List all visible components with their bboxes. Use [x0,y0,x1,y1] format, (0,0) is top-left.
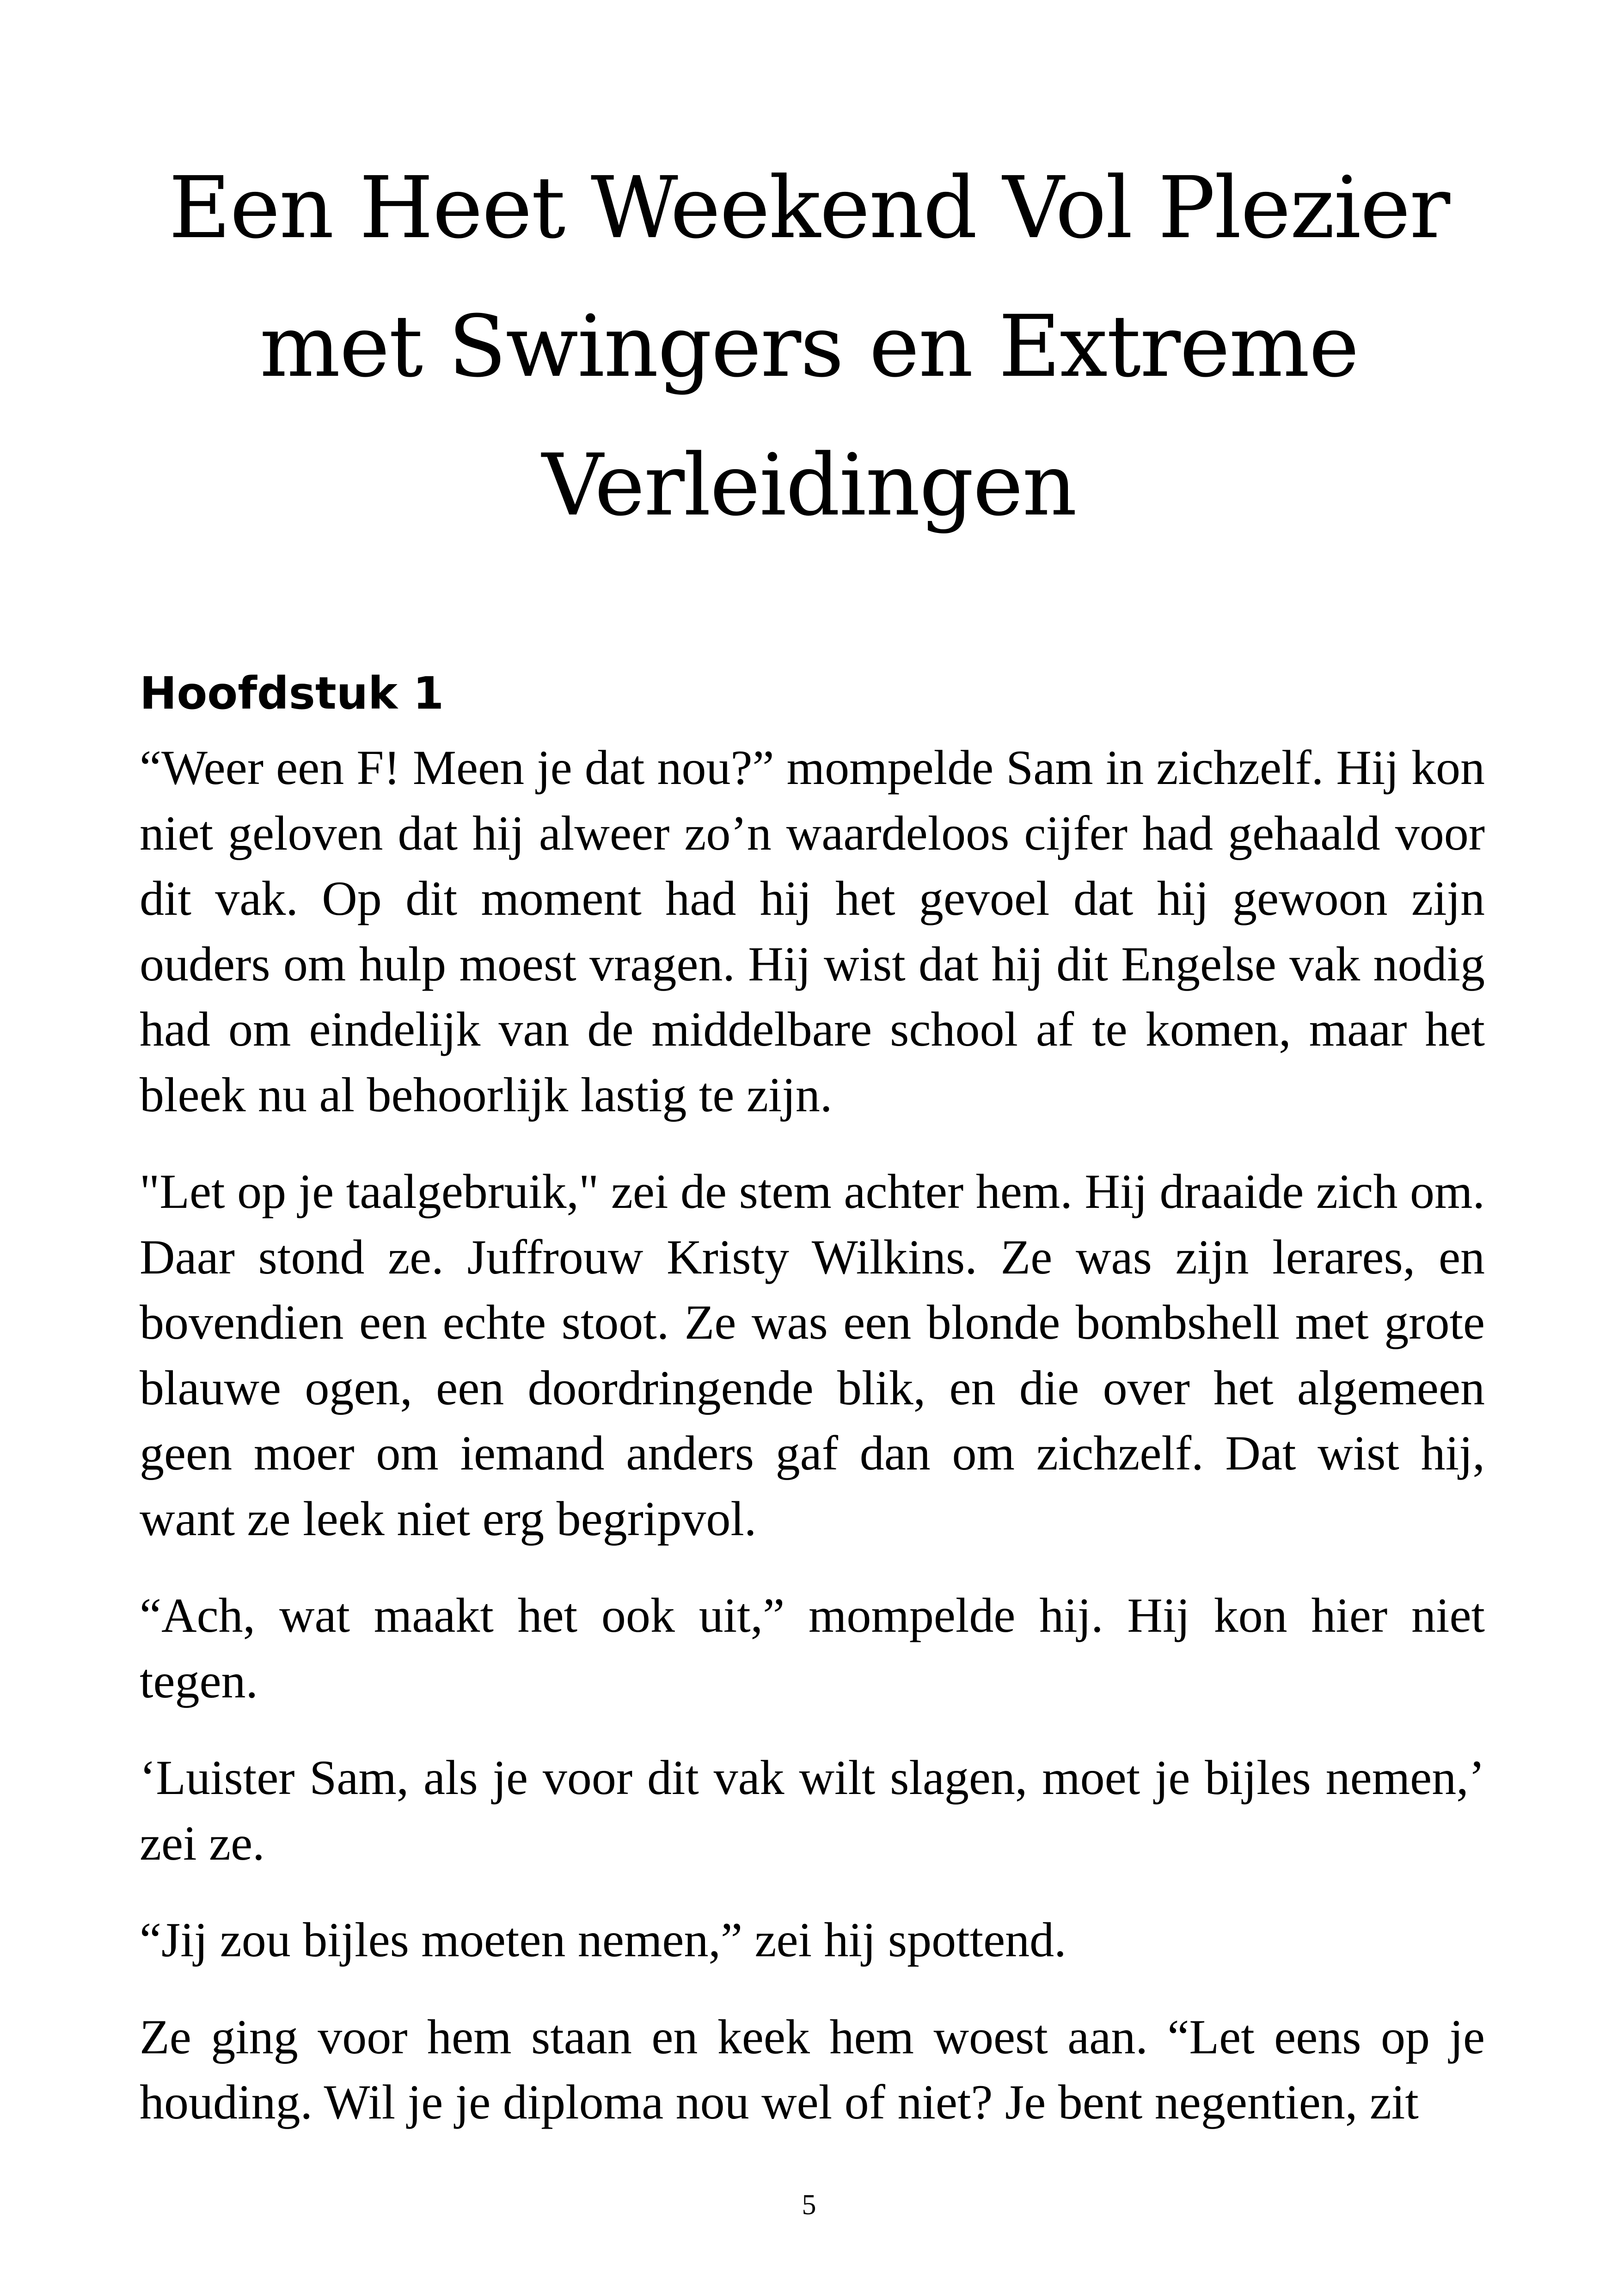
paragraph-1: “Weer een F! Meen je dat nou?” mompelde Sam in zichzelf. Hij kon niet geloven dat hij alweer zo’n waardeloos cijfer had gehaald voor dit vak. Op dit moment had hij het gevoel dat hij gewoon zijn ouders om hulp moest vragen. Hij wist dat hij dit Engelse vak nodig had om eindelijk van de middelbare school af te komen, maar het bleek nu al behoorlijk lastig te zijn. [140,741,1485,1122]
title-line-3: Verleidingen [542,436,1076,535]
paragraph-3: “Ach, wat maakt het ook uit,” mompelde hij. Hij kon hier niet tegen. [140,1588,1485,1708]
paragraph-2: "Let op je taalgebruik," zei de stem achter hem. Hij draaide zich om. Daar stond ze. Juffrouw Kristy Wilkins. Ze was zijn lerares, en bovendien een echte stoot. Ze was een blonde bombshell met grote blauwe ogen, een doordringende blik, en die over het algemeen geen moer om iemand anders gaf dan om zichzelf. Dat wist hij, want ze leek niet erg begripvol. [140,1164,1485,1546]
title-line-2: met Swingers en Extreme [259,297,1359,396]
paragraph-4: ‘Luister Sam, als je voor dit vak wilt slagen, moet je bijles nemen,’ zei ze. [140,1751,1485,1870]
document-title [139,139,1479,555]
paragraph-6: Ze ging voor hem staan en keek hem woest aan. “Let eens op je houding. Wil je je diploma nou wel of niet? Je bent negentien, zit [140,2009,1485,2129]
body-text [140,735,1485,2167]
chapter-heading: Hoofdstuk 1 [140,667,444,719]
page-number: 5 [802,2189,816,2221]
title-line-1: Een Heet Weekend Vol Plezier [168,159,1450,257]
paragraph-5: “Jij zou bijles moeten nemen,” zei hij spottend. [140,1913,1066,1967]
